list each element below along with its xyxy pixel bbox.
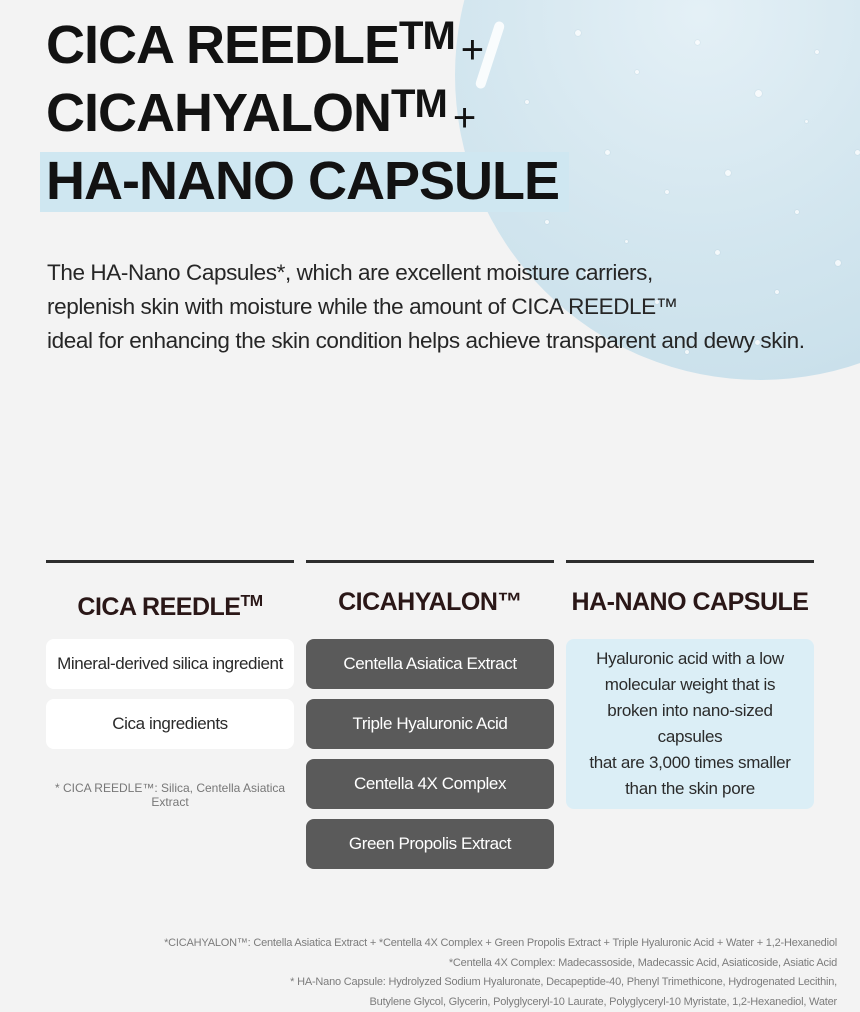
headline-line-1 bbox=[46, 16, 483, 72]
footnote-line: *CICAHYALON™: Centella Asiatica Extract + *Centella 4X Complex + Green Propolis Extract + Triple Hyaluronic Acid + Water + 1,2-Hexanediol bbox=[164, 934, 837, 954]
headline-cica-reedle: CICA REEDLE bbox=[46, 15, 399, 75]
headline-ha-nano-capsule: HA-NANO CAPSULE bbox=[46, 151, 559, 211]
column-cica-reedle bbox=[46, 560, 294, 617]
description-line: that are 3,000 times smaller bbox=[576, 750, 804, 776]
ingredient-pill: Centella Asiatica Extract bbox=[306, 639, 554, 689]
ingredient-footnotes bbox=[164, 934, 837, 1012]
plus-sign: + bbox=[453, 96, 475, 140]
trademark-mark: TM bbox=[240, 593, 262, 610]
ingredient-pill: Triple Hyaluronic Acid bbox=[306, 699, 554, 749]
headline-line-3-highlighted bbox=[40, 152, 569, 212]
trademark-mark: TM bbox=[399, 14, 455, 58]
headline-cicahyalon: CICAHYALON bbox=[46, 83, 391, 143]
plus-sign: + bbox=[461, 28, 483, 72]
description-line: broken into nano-sized capsules bbox=[576, 698, 804, 750]
column-title: CICAHYALON™ bbox=[306, 587, 554, 617]
column-ha-nano-capsule bbox=[566, 560, 814, 617]
description-line: than the skin pore bbox=[576, 776, 804, 802]
column-cicahyalon bbox=[306, 560, 554, 617]
ingredient-pill: Green Propolis Extract bbox=[306, 819, 554, 869]
column-divider bbox=[306, 560, 554, 563]
cica-reedle-footnote: * CICA REEDLE™: Silica, Centella Asiatica Extract bbox=[46, 781, 294, 809]
intro-line: ideal for enhancing the skin condition helps achieve transparent and dewy skin. bbox=[47, 324, 827, 358]
ingredient-pill: Centella 4X Complex bbox=[306, 759, 554, 809]
ingredient-pill: Mineral-derived silica ingredient bbox=[46, 639, 294, 689]
description-line: molecular weight that is bbox=[576, 672, 804, 698]
column-divider bbox=[46, 560, 294, 563]
intro-line: replenish skin with moisture while the amount of CICA REEDLE™ bbox=[47, 290, 827, 324]
column-title bbox=[46, 587, 294, 617]
footnote-line: * HA-Nano Capsule: Hydrolyzed Sodium Hyaluronate, Decapeptide-40, Phenyl Trimethicone, Hydrogenated Lecithin, bbox=[164, 973, 837, 993]
headline-line-2 bbox=[46, 84, 475, 140]
ha-nano-description-box bbox=[566, 639, 814, 809]
trademark-mark: TM bbox=[391, 82, 447, 126]
footnote-line: Butylene Glycol, Glycerin, Polyglyceryl-10 Laurate, Polyglyceryl-10 Myristate, 1,2-Hexanediol, Water bbox=[164, 993, 837, 1012]
column-title-text: CICA REEDLE bbox=[77, 593, 240, 621]
intro-paragraph bbox=[47, 256, 827, 358]
column-divider bbox=[566, 560, 814, 563]
intro-line: The HA-Nano Capsules*, which are excellent moisture carriers, bbox=[47, 256, 827, 290]
footnote-line: *Centella 4X Complex: Madecassoside, Madecassic Acid, Asiaticoside, Asiatic Acid bbox=[164, 954, 837, 974]
ingredient-pill: Cica ingredients bbox=[46, 699, 294, 749]
description-line: Hyaluronic acid with a low bbox=[576, 646, 804, 672]
column-title: HA-NANO CAPSULE bbox=[566, 587, 814, 617]
